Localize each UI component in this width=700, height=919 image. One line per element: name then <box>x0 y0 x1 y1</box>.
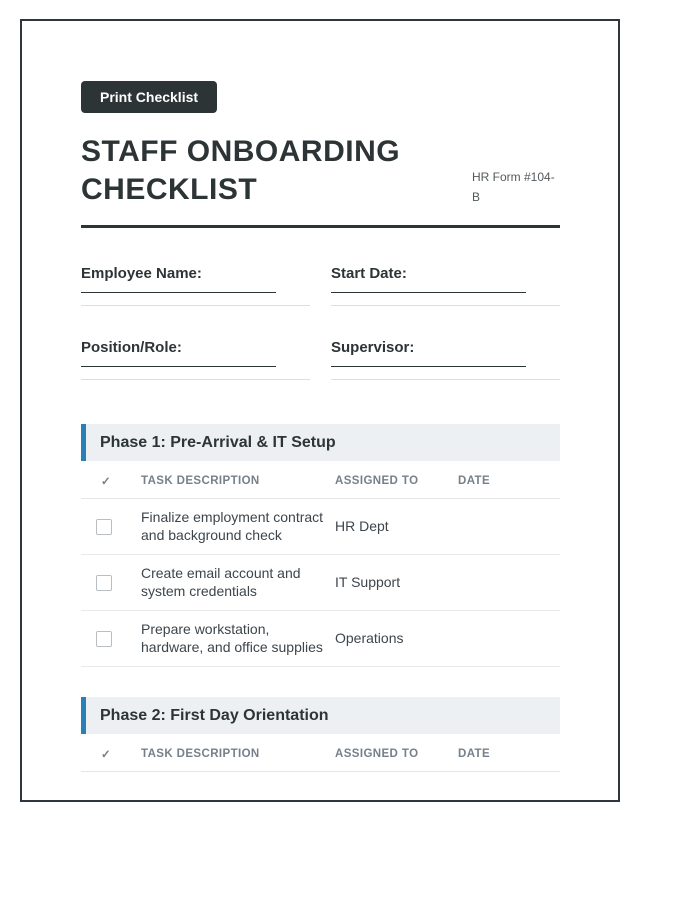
page-title: STAFF ONBOARDING CHECKLIST <box>81 135 401 206</box>
assigned-column-header: ASSIGNED TO <box>335 461 458 499</box>
table-header-row <box>81 461 560 499</box>
task-description: Create email account and system credentials <box>141 555 335 611</box>
date-value <box>458 555 560 611</box>
date-column-header: DATE <box>458 734 560 772</box>
title-row <box>81 133 560 228</box>
section-phase-2 <box>81 697 560 772</box>
field-blank-line <box>331 366 526 367</box>
field-blank-line <box>81 292 276 293</box>
task-description: Prepare workstation, hardware, and office supplies <box>141 611 335 667</box>
assigned-column-header: ASSIGNED TO <box>335 734 458 772</box>
print-checklist-button[interactable]: Print Checklist <box>81 81 217 113</box>
checkbox-cell <box>81 499 141 555</box>
check-column-header: ✓ <box>81 734 141 772</box>
task-checkbox[interactable] <box>96 519 112 535</box>
field-employee-name <box>81 264 310 306</box>
task-column-header: TASK DESCRIPTION <box>141 734 335 772</box>
field-blank-line <box>331 292 526 293</box>
field-label: Supervisor: <box>331 339 415 356</box>
field-position-role <box>81 338 310 380</box>
table-header-row <box>81 734 560 772</box>
table-row <box>81 611 560 667</box>
field-label: Position/Role: <box>81 339 182 356</box>
checkbox-cell <box>81 611 141 667</box>
table-row <box>81 499 560 555</box>
table-row <box>81 555 560 611</box>
field-blank-line <box>81 366 276 367</box>
check-column-header: ✓ <box>81 461 141 499</box>
assigned-to: Operations <box>335 611 458 667</box>
date-value <box>458 499 560 555</box>
fields-grid <box>81 264 560 380</box>
checklist-page <box>20 19 620 802</box>
task-checkbox[interactable] <box>96 575 112 591</box>
task-checkbox[interactable] <box>96 631 112 647</box>
phase-2-header: Phase 2: First Day Orientation <box>81 697 560 734</box>
assigned-to: IT Support <box>335 555 458 611</box>
phase-2-task-table <box>81 734 560 772</box>
field-label: Start Date: <box>331 265 407 282</box>
section-phase-1 <box>81 424 560 667</box>
task-column-header: TASK DESCRIPTION <box>141 461 335 499</box>
field-start-date <box>331 264 560 306</box>
date-value <box>458 611 560 667</box>
date-column-header: DATE <box>458 461 560 499</box>
task-description: Finalize employment contract and background check <box>141 499 335 555</box>
checkbox-cell <box>81 555 141 611</box>
field-label: Employee Name: <box>81 265 202 282</box>
phase-1-task-table <box>81 461 560 667</box>
field-supervisor <box>331 338 560 380</box>
assigned-to: HR Dept <box>335 499 458 555</box>
form-code: HR Form #104-B <box>472 170 555 204</box>
phase-1-header: Phase 1: Pre-Arrival & IT Setup <box>81 424 560 461</box>
